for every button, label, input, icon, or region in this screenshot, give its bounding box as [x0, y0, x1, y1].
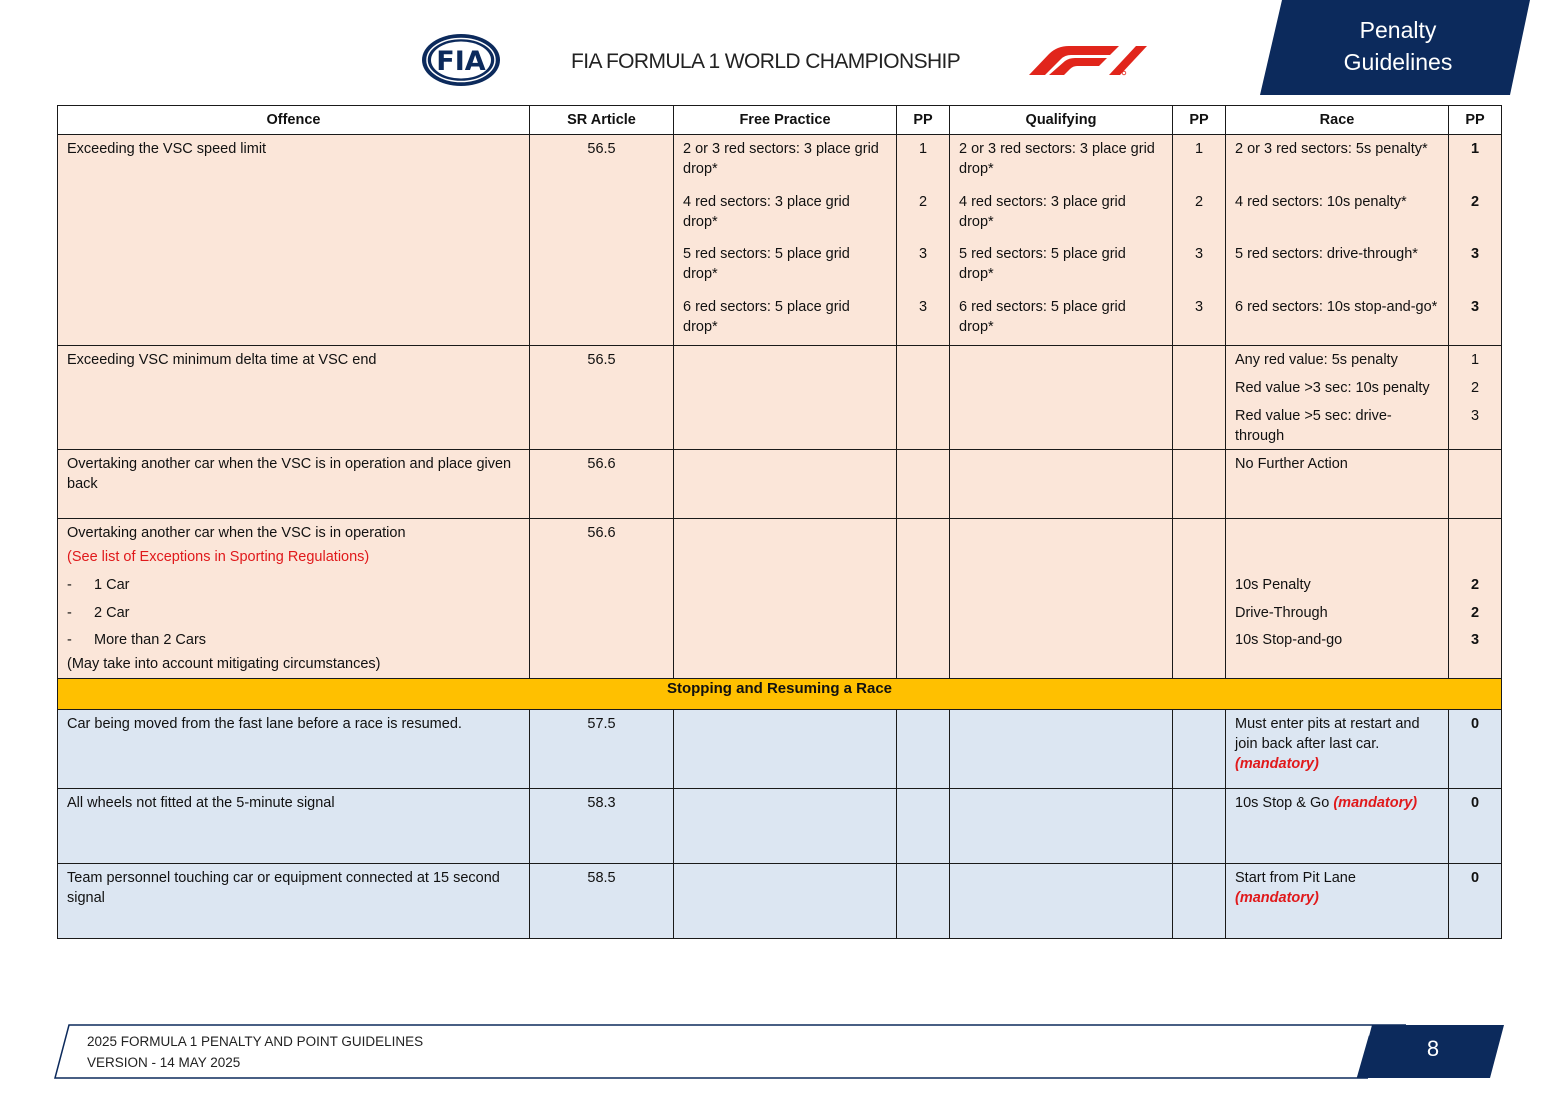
- header-offence: Offence: [58, 106, 530, 135]
- header-qualifying: Qualifying: [950, 106, 1173, 135]
- list-item: [67, 603, 520, 623]
- pp-q-cell: [1173, 519, 1226, 679]
- race-entry: 4 red sectors: 10s penalty*: [1235, 194, 1407, 210]
- list-dash: -: [67, 605, 72, 621]
- pp-value: 3: [1194, 299, 1204, 315]
- race-entry: Any red value: 5s penalty: [1235, 352, 1398, 368]
- f1-logo: [1027, 44, 1147, 76]
- championship-title: FIA FORMULA 1 WORLD CHAMPIONSHIP: [571, 50, 961, 73]
- pp-q-cell: [1173, 710, 1226, 789]
- pp-fp-cell: [897, 710, 950, 789]
- pp-value: 3: [918, 299, 928, 315]
- table-row: [58, 789, 1502, 864]
- article-cell: 56.6: [587, 456, 616, 472]
- pp-fp-cell: [897, 346, 950, 450]
- pp-value: 1: [1470, 141, 1480, 157]
- pp-value: 3: [918, 246, 928, 262]
- fp-entry: 5 red sectors: 5 place grid drop*: [683, 246, 850, 282]
- race-entry: 5 red sectors: drive-through*: [1235, 246, 1418, 262]
- badge-line1: Penalty: [1359, 17, 1437, 43]
- q-entry: 2 or 3 red sectors: 3 place grid drop*: [959, 141, 1155, 177]
- pp-fp-cell: [897, 450, 950, 519]
- pp-q-cell: [1173, 450, 1226, 519]
- pp-race-cell: [1449, 450, 1502, 519]
- pp-fp-cell: [897, 519, 950, 679]
- race-entry: Drive-Through: [1235, 605, 1328, 621]
- race-entry: Must enter pits at restart and join back after last car.: [1235, 716, 1420, 752]
- pp-value: 2: [918, 194, 928, 210]
- race-cell: [1226, 519, 1448, 650]
- race-cell: [1226, 864, 1448, 908]
- table-header-row: [58, 106, 1502, 135]
- article-cell: 56.6: [587, 525, 616, 541]
- offence-cell: [58, 519, 529, 674]
- race-cell: [1226, 789, 1448, 813]
- table-row: [58, 346, 1502, 450]
- table-row: [58, 864, 1502, 939]
- pp-race-cell: [1449, 135, 1501, 337]
- pp-race-cell: [1449, 346, 1501, 426]
- free-practice-cell: [674, 135, 896, 337]
- article-cell: 58.3: [587, 795, 616, 811]
- qualifying-cell: [950, 450, 1173, 519]
- race-entry: 10s Stop & Go: [1235, 795, 1334, 811]
- race-entry: Start from Pit Lane: [1235, 870, 1356, 886]
- free-practice-cell: [674, 519, 897, 679]
- penalty-table: [57, 105, 1502, 939]
- pp-value: 2: [1470, 605, 1480, 621]
- qualifying-cell: [950, 519, 1173, 679]
- footer-text: [87, 1031, 423, 1073]
- list-item: [67, 575, 520, 595]
- header-pp-fp: PP: [897, 106, 950, 135]
- offence-cell: All wheels not fitted at the 5-minute signal: [67, 795, 335, 811]
- pp-value: 3: [1470, 632, 1480, 648]
- qualifying-cell: [950, 135, 1172, 337]
- pp-value: 3: [1470, 246, 1480, 262]
- badge-text: [1300, 14, 1496, 78]
- pp-value: 2: [1470, 194, 1480, 210]
- mandatory-flag: (mandatory): [1333, 795, 1418, 811]
- pp-value: 3: [1470, 299, 1480, 315]
- header-race: Race: [1226, 106, 1449, 135]
- offence-cell: Overtaking another car when the VSC is in operation and place given back: [67, 456, 512, 492]
- pp-race-cell: 0: [1470, 795, 1480, 811]
- qualifying-cell: [950, 346, 1173, 450]
- qualifying-cell: [950, 710, 1173, 789]
- list-item-label: More than 2 Cars: [94, 632, 207, 648]
- table-row: [58, 710, 1502, 789]
- footer-version: VERSION - 14 MAY 2025: [87, 1055, 241, 1070]
- badge-line2: Guidelines: [1343, 49, 1453, 75]
- free-practice-cell: [674, 789, 897, 864]
- header-pp-q: PP: [1173, 106, 1226, 135]
- page-number: 8: [1426, 1036, 1440, 1061]
- race-cell: [1226, 346, 1448, 446]
- article-cell: 57.5: [587, 716, 616, 732]
- section-header-row: [58, 679, 1502, 710]
- race-entry: 10s Stop-and-go: [1235, 632, 1343, 648]
- table-row: [58, 450, 1502, 519]
- race-cell: No Further Action: [1235, 456, 1348, 472]
- list-item: [67, 630, 520, 650]
- pp-value: 3: [1470, 408, 1480, 424]
- fia-logo-text: FIA: [436, 46, 486, 77]
- list-dash: -: [67, 632, 72, 648]
- offence-cell: Exceeding the VSC speed limit: [67, 141, 267, 157]
- fp-entry: 4 red sectors: 3 place grid drop*: [683, 194, 850, 230]
- pp-value: 1: [1470, 352, 1480, 368]
- free-practice-cell: [674, 346, 897, 450]
- q-entry: 4 red sectors: 3 place grid drop*: [959, 194, 1126, 230]
- header-free-practice: Free Practice: [674, 106, 897, 135]
- race-entry: Red value >3 sec: 10s penalty: [1235, 380, 1430, 396]
- pp-fp-cell: [897, 864, 950, 939]
- mandatory-flag: (mandatory): [1235, 890, 1319, 906]
- table-row: [58, 135, 1502, 346]
- fp-entry: 2 or 3 red sectors: 3 place grid drop*: [683, 141, 879, 177]
- q-entry: 6 red sectors: 5 place grid drop*: [959, 299, 1126, 335]
- footer-document-title: 2025 FORMULA 1 PENALTY AND POINT GUIDELINES: [87, 1034, 424, 1049]
- pp-value: 1: [1194, 141, 1204, 157]
- list-item-label: 1 Car: [94, 577, 130, 593]
- offence-cell: Team personnel touching car or equipment connected at 15 second signal: [67, 870, 500, 906]
- qualifying-cell: [950, 789, 1173, 864]
- exceptions-note: (See list of Exceptions in Sporting Regulations): [67, 549, 370, 565]
- pp-fp-cell: [897, 135, 949, 337]
- list-item-label: 2 Car: [94, 605, 130, 621]
- header-sr-article: SR Article: [530, 106, 674, 135]
- race-entry: 6 red sectors: 10s stop-and-go*: [1235, 299, 1438, 315]
- q-entry: 5 red sectors: 5 place grid drop*: [959, 246, 1126, 282]
- pp-value: 1: [918, 141, 928, 157]
- offence-cell: Exceeding VSC minimum delta time at VSC end: [67, 352, 377, 368]
- mandatory-flag: (mandatory): [1235, 756, 1319, 772]
- race-cell: [1226, 135, 1448, 337]
- pp-value: 2: [1470, 380, 1480, 396]
- race-entry: Red value >5 sec: drive-through: [1235, 408, 1392, 444]
- free-practice-cell: [674, 710, 897, 789]
- pp-race-cell: 0: [1470, 870, 1480, 886]
- offence-cell: Car being moved from the fast lane before a race is resumed.: [67, 716, 462, 732]
- pp-value: 3: [1194, 246, 1204, 262]
- list-dash: -: [67, 577, 72, 593]
- offence-text: Overtaking another car when the VSC is in operation: [67, 525, 406, 541]
- pp-race-cell: [1449, 519, 1501, 650]
- article-cell: 56.5: [587, 352, 616, 368]
- article-cell: 58.5: [587, 870, 616, 886]
- fp-entry: 6 red sectors: 5 place grid drop*: [683, 299, 850, 335]
- mitigating-note: (May take into account mitigating circumstances): [67, 656, 381, 672]
- section-title: Stopping and Resuming a Race: [58, 679, 1502, 710]
- table-row: [58, 519, 1502, 679]
- free-practice-cell: [674, 450, 897, 519]
- qualifying-cell: [950, 864, 1173, 939]
- pp-q-cell: [1173, 864, 1226, 939]
- race-entry: 10s Penalty: [1235, 577, 1311, 593]
- race-cell: [1226, 710, 1448, 774]
- article-cell: 56.5: [587, 141, 616, 157]
- free-practice-cell: [674, 864, 897, 939]
- pp-fp-cell: [897, 789, 950, 864]
- pp-q-cell: [1173, 346, 1226, 450]
- race-entry: 2 or 3 red sectors: 5s penalty*: [1235, 141, 1428, 157]
- header-pp-race: PP: [1449, 106, 1502, 135]
- fia-logo: [420, 33, 502, 87]
- pp-value: 2: [1194, 194, 1204, 210]
- pp-value: 2: [1470, 577, 1480, 593]
- pp-q-cell: [1173, 135, 1225, 337]
- pp-q-cell: [1173, 789, 1226, 864]
- pp-race-cell: 0: [1470, 716, 1480, 732]
